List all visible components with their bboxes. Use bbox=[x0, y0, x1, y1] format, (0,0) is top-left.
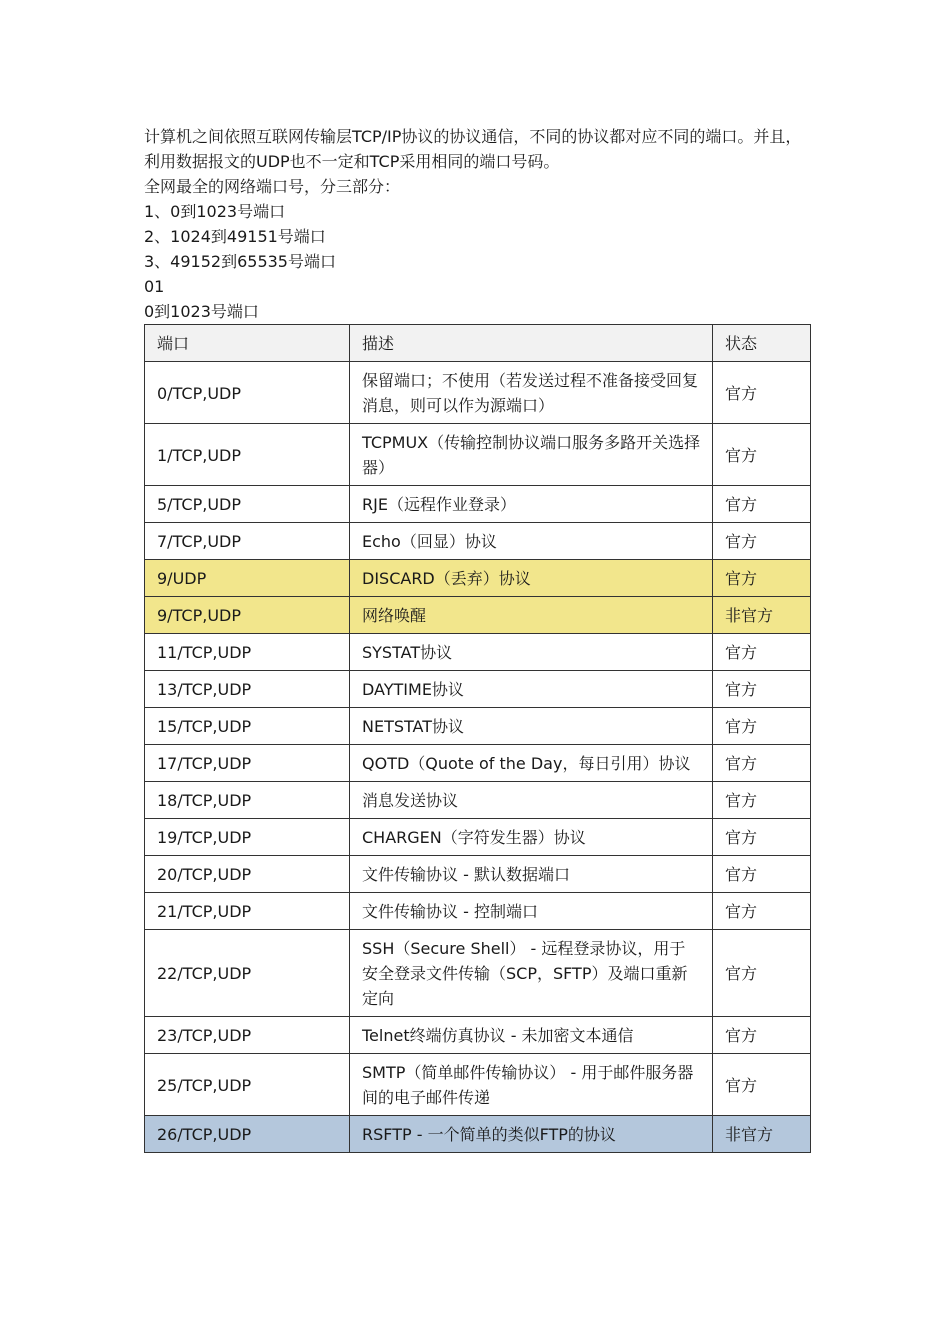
status-cell: 官方 bbox=[713, 893, 811, 930]
status-cell: 官方 bbox=[713, 708, 811, 745]
status-cell: 官方 bbox=[713, 930, 811, 1017]
range-list-item: 1、0到1023号端口 bbox=[144, 202, 286, 221]
table-row bbox=[145, 856, 811, 893]
description-cell: Telnet终端仿真协议 - 未加密文本通信 bbox=[350, 1017, 713, 1054]
description-cell: 文件传输协议 - 控制端口 bbox=[350, 893, 713, 930]
status-cell: 官方 bbox=[713, 1017, 811, 1054]
status-cell: 官方 bbox=[713, 745, 811, 782]
status-cell: 官方 bbox=[713, 362, 811, 424]
range-list-item: 2、1024到49151号端口 bbox=[144, 227, 326, 246]
port-cell: 9/UDP bbox=[145, 560, 350, 597]
table-row bbox=[145, 671, 811, 708]
section-title: 0到1023号端口 bbox=[144, 302, 259, 321]
port-cell: 26/TCP,UDP bbox=[145, 1116, 350, 1153]
status-cell: 官方 bbox=[713, 819, 811, 856]
description-cell: CHARGEN（字符发生器）协议 bbox=[350, 819, 713, 856]
table-row bbox=[145, 745, 811, 782]
port-cell: 18/TCP,UDP bbox=[145, 782, 350, 819]
port-cell: 0/TCP,UDP bbox=[145, 362, 350, 424]
status-cell: 官方 bbox=[713, 1054, 811, 1116]
port-cell: 23/TCP,UDP bbox=[145, 1017, 350, 1054]
table-row bbox=[145, 893, 811, 930]
table-row bbox=[145, 708, 811, 745]
description-cell: SSH（Secure Shell） - 远程登录协议，用于安全登录文件传输（SCP，SFTP）及端口重新定向 bbox=[350, 930, 713, 1017]
port-cell: 7/TCP,UDP bbox=[145, 523, 350, 560]
port-cell: 22/TCP,UDP bbox=[145, 930, 350, 1017]
intro-paragraph: 计算机之间依照互联网传输层TCP/IP协议的协议通信，不同的协议都对应不同的端口。并且，利用数据报文的UDP也不一定和TCP采用相同的端口号码。 bbox=[144, 127, 802, 171]
table-header-row bbox=[145, 325, 811, 362]
section-number: 01 bbox=[144, 277, 165, 296]
range-list-item: 3、49152到65535号端口 bbox=[144, 252, 336, 271]
port-cell: 15/TCP,UDP bbox=[145, 708, 350, 745]
table-row bbox=[145, 782, 811, 819]
intro-summary: 全网最全的网络端口号，分三部分： bbox=[144, 177, 401, 196]
table-row bbox=[145, 424, 811, 486]
description-cell: 保留端口；不使用（若发送过程不准备接受回复消息，则可以作为源端口） bbox=[350, 362, 713, 424]
port-cell: 21/TCP,UDP bbox=[145, 893, 350, 930]
port-cell: 5/TCP,UDP bbox=[145, 486, 350, 523]
port-cell: 11/TCP,UDP bbox=[145, 634, 350, 671]
status-cell: 非官方 bbox=[713, 1116, 811, 1153]
status-cell: 官方 bbox=[713, 486, 811, 523]
table-row bbox=[145, 819, 811, 856]
port-cell: 20/TCP,UDP bbox=[145, 856, 350, 893]
status-cell: 官方 bbox=[713, 560, 811, 597]
description-cell: 消息发送协议 bbox=[350, 782, 713, 819]
port-cell: 19/TCP,UDP bbox=[145, 819, 350, 856]
intro-section bbox=[144, 124, 810, 324]
description-cell: 网络唤醒 bbox=[350, 597, 713, 634]
port-cell: 17/TCP,UDP bbox=[145, 745, 350, 782]
table-row bbox=[145, 560, 811, 597]
table-row bbox=[145, 486, 811, 523]
description-cell: RSFTP - 一个简单的类似FTP的协议 bbox=[350, 1116, 713, 1153]
column-header-description: 描述 bbox=[350, 325, 713, 362]
description-cell: 文件传输协议 - 默认数据端口 bbox=[350, 856, 713, 893]
document-body bbox=[144, 124, 810, 1153]
description-cell: NETSTAT协议 bbox=[350, 708, 713, 745]
description-cell: RJE（远程作业登录） bbox=[350, 486, 713, 523]
description-cell: DAYTIME协议 bbox=[350, 671, 713, 708]
description-cell: DISCARD（丢弃）协议 bbox=[350, 560, 713, 597]
status-cell: 官方 bbox=[713, 856, 811, 893]
port-cell: 9/TCP,UDP bbox=[145, 597, 350, 634]
table-row bbox=[145, 1116, 811, 1153]
table-row bbox=[145, 362, 811, 424]
description-cell: SMTP（简单邮件传输协议） - 用于邮件服务器间的电子邮件传递 bbox=[350, 1054, 713, 1116]
column-header-port: 端口 bbox=[145, 325, 350, 362]
status-cell: 官方 bbox=[713, 424, 811, 486]
table-body bbox=[145, 362, 811, 1153]
column-header-status: 状态 bbox=[713, 325, 811, 362]
status-cell: 官方 bbox=[713, 782, 811, 819]
status-cell: 非官方 bbox=[713, 597, 811, 634]
description-cell: SYSTAT协议 bbox=[350, 634, 713, 671]
status-cell: 官方 bbox=[713, 671, 811, 708]
table-row bbox=[145, 1054, 811, 1116]
description-cell: QOTD（Quote of the Day，每日引用）协议 bbox=[350, 745, 713, 782]
port-cell: 13/TCP,UDP bbox=[145, 671, 350, 708]
table-row bbox=[145, 1017, 811, 1054]
table-row bbox=[145, 634, 811, 671]
port-table bbox=[144, 324, 811, 1153]
description-cell: Echo（回显）协议 bbox=[350, 523, 713, 560]
table-row bbox=[145, 597, 811, 634]
table-row bbox=[145, 523, 811, 560]
status-cell: 官方 bbox=[713, 634, 811, 671]
description-cell: TCPMUX（传输控制协议端口服务多路开关选择器） bbox=[350, 424, 713, 486]
port-cell: 1/TCP,UDP bbox=[145, 424, 350, 486]
port-cell: 25/TCP,UDP bbox=[145, 1054, 350, 1116]
status-cell: 官方 bbox=[713, 523, 811, 560]
table-row bbox=[145, 930, 811, 1017]
